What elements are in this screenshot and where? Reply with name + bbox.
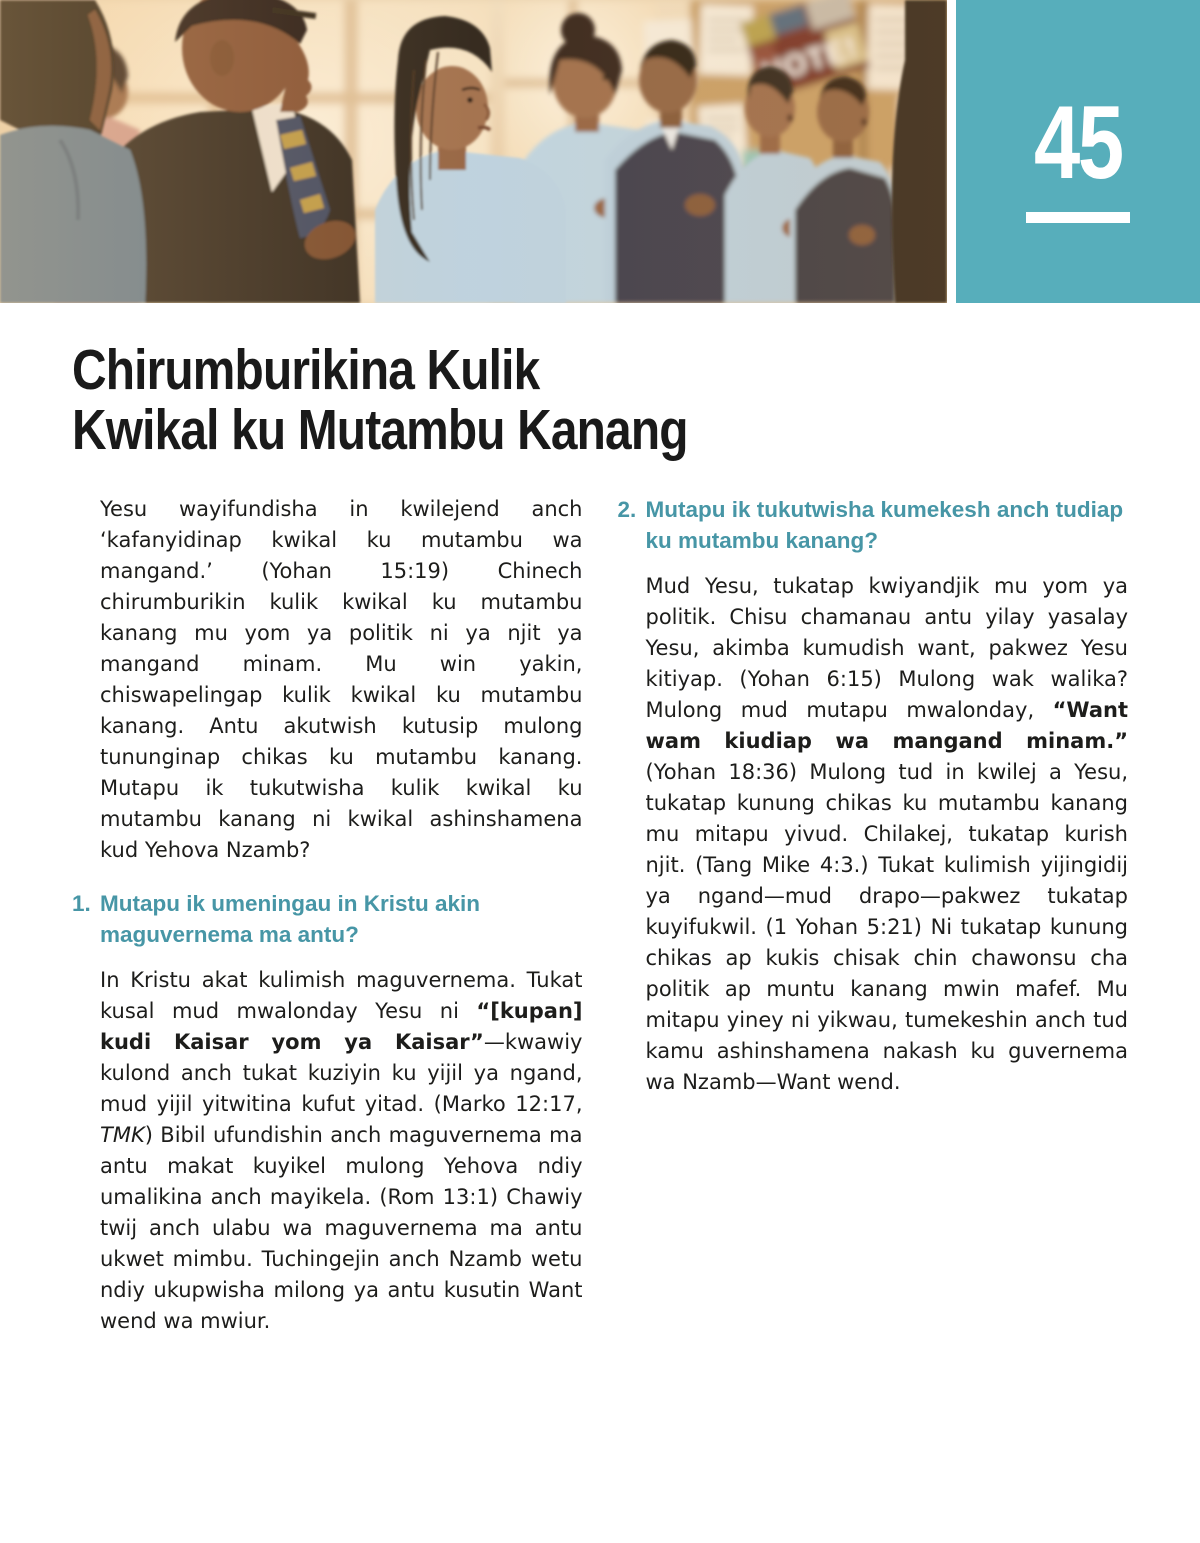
lesson-number: 45 — [1034, 84, 1122, 201]
question-2-number: 2. — [617, 497, 637, 522]
page-title-line-2: Kwikal ku Mutambu Kanang — [72, 398, 688, 462]
right-column — [618, 494, 1129, 1337]
left-column — [72, 494, 583, 1337]
lesson-number-underline — [1026, 212, 1130, 223]
page-title — [72, 340, 1128, 460]
intro-paragraph: Yesu wayifundisha in kwilejend anch ‘kafanyidinap kwikal ku mutambu wa mangand.’ (Yohan 15:19) Chinech chirumburikin kulik kwikal ku mutambu kanang mu yom ya politik ni ya njit ya mangand minam. Mu win yakin, chiswapelingap kulik kwikal ku mutambu kanang. Antu akutwish kutusip mulong tununginap chikas ku mutambu kanang. Mutapu ik tukutwisha kulik kwikal ku mutambu kanang ni kwikal ashinshamena kud Yehova Nzamb? — [100, 497, 583, 862]
question-2-heading: Mutapu ik tukutwisha kumekesh anch tudiap ku mutambu kanang? — [645, 497, 1124, 553]
warm-light-overlay — [0, 0, 947, 303]
classroom-photo — [0, 0, 947, 303]
question-1 — [72, 888, 583, 950]
question-1-paragraph: In Kristu akat kulimish maguvernema. Tukat kusal mud mwalonday Yesu ni “[kupan] kudi Kaisar yom ya Kaisar”—kwawiy kulond anch tukat kuziyin ku yijil ya ngand, mud yijil yitwitina kufut yitad. (Marko 12:17, TMK) Bibil ufundishin anch maguvernema ma antu makat kuyikel mulong Yehova ndiy umalikina anch mayikela. (Rom 13:1) Chawiy twij anch ulabu wa maguvernema ma antu ukwet mimbu. Tuchingejin anch Nzamb wetu ndiy ukupwisha milong ya antu kusutin Want wend wa mwiur. — [100, 968, 583, 1333]
article-columns — [72, 494, 1128, 1337]
page-title-line-1: Chirumburikina Kulik — [72, 338, 540, 402]
lesson-number-badge — [956, 0, 1200, 303]
question-1-heading: Mutapu ik umeningau in Kristu akin maguvernema ma antu? — [100, 891, 481, 947]
question-2 — [618, 494, 1129, 556]
question-1-number: 1. — [72, 891, 91, 916]
hero-header — [0, 0, 1200, 303]
classroom-photo-illustration — [0, 0, 947, 303]
question-2-paragraph: Mud Yesu, tukatap kwiyandjik mu yom ya politik. Chisu chamanau antu yilay yasalay Yesu, akimba kumudish want, pakwez Yesu kitiyap. (Yohan 6:15) Mulong wak walika? Mulong mud mutapu mwalonday, “Want wam kiudiap wa mangand minam.” (Yohan 18:36) Mulong tud in kwilej a Yesu, tukatap kunung chikas ku mutambu kanang mu mitapu yivud. Chilakej, tukatap kurish njit. (Tang Mike 4:3.) Tukat kulimish yijingidij ya ngand—mud drapo—pakwez tukatap kuyifukwil. (1 Yohan 5:21) Ni tukatap kunung chikas ap kukis chisak chin chawonsu cha politik ap muntu kanang mwin mafef. Mu mitapu yiney ni yikwau, tumekeshin anch tud kamu ashinshamena nakash ku guvernema wa Nzamb—Want wend. — [645, 574, 1128, 1094]
